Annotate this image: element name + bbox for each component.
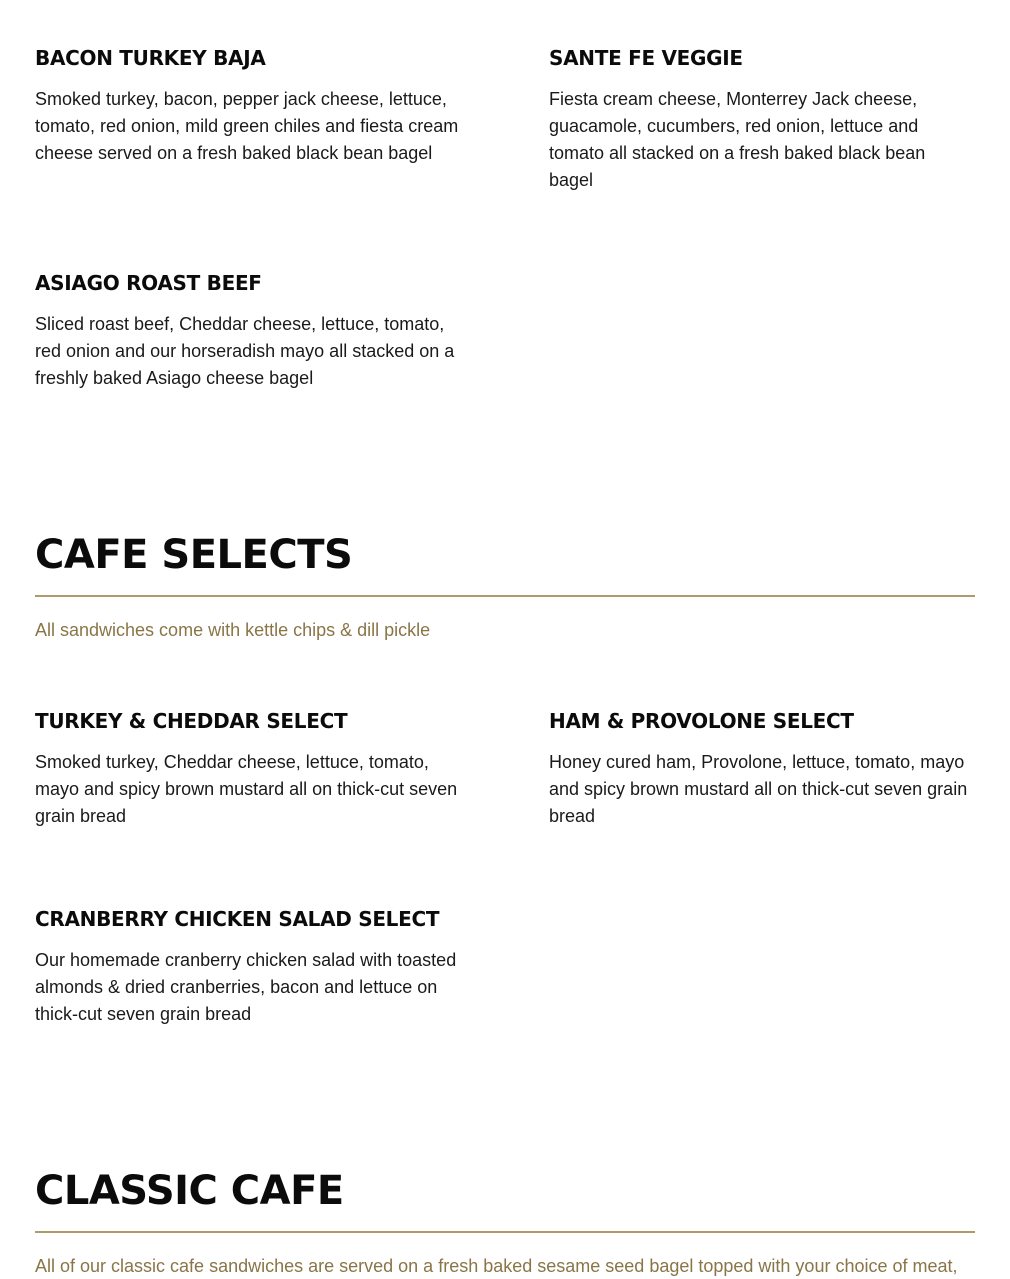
menu-item-title: SANTE FE VEGGIE — [549, 46, 743, 70]
section-title: CLASSIC CAFE — [35, 1168, 344, 1214]
menu-item-title: CRANBERRY CHICKEN SALAD SELECT — [35, 907, 440, 931]
menu-item-title: BACON TURKEY BAJA — [35, 46, 266, 70]
menu-item-description: Honey cured ham, Provolone, lettuce, tomato, mayo and spicy brown mustard all on thick-cut seven grain bread — [549, 752, 968, 826]
menu-item-description: Smoked turkey, Cheddar cheese, lettuce, tomato, mayo and spicy brown mustard all on thick-cut seven grain bread — [35, 752, 458, 826]
section-divider — [35, 1231, 975, 1233]
menu-item-title: ASIAGO ROAST BEEF — [35, 271, 262, 295]
menu-item-title: HAM & PROVOLONE SELECT — [549, 709, 854, 733]
section-note: All sandwiches come with kettle chips & dill pickle — [35, 620, 431, 640]
section-note: All of our classic cafe sandwiches are served on a fresh baked sesame seed bagel topped with your choice of meat, — [35, 1256, 958, 1276]
menu-item-description: Our homemade cranberry chicken salad with toasted almonds & dried cranberries, bacon and lettuce on thick-cut seven grain bread — [35, 950, 457, 1024]
menu-item-description: Fiesta cream cheese, Monterrey Jack cheese, guacamole, cucumbers, red onion, lettuce and tomato all stacked on a fresh baked black bean bagel — [549, 89, 926, 190]
menu-item-description: Sliced roast beef, Cheddar cheese, lettuce, tomato, red onion and our horseradish mayo all stacked on a freshly baked Asiago cheese bagel — [35, 314, 455, 388]
section-title: CAFE SELECTS — [35, 532, 353, 578]
menu-item-description: Smoked turkey, bacon, pepper jack cheese, lettuce, tomato, red onion, mild green chiles and fiesta cream cheese served on a fresh baked black bean bagel — [35, 89, 459, 163]
section-divider — [35, 595, 975, 597]
menu-item-title: TURKEY & CHEDDAR SELECT — [35, 709, 348, 733]
